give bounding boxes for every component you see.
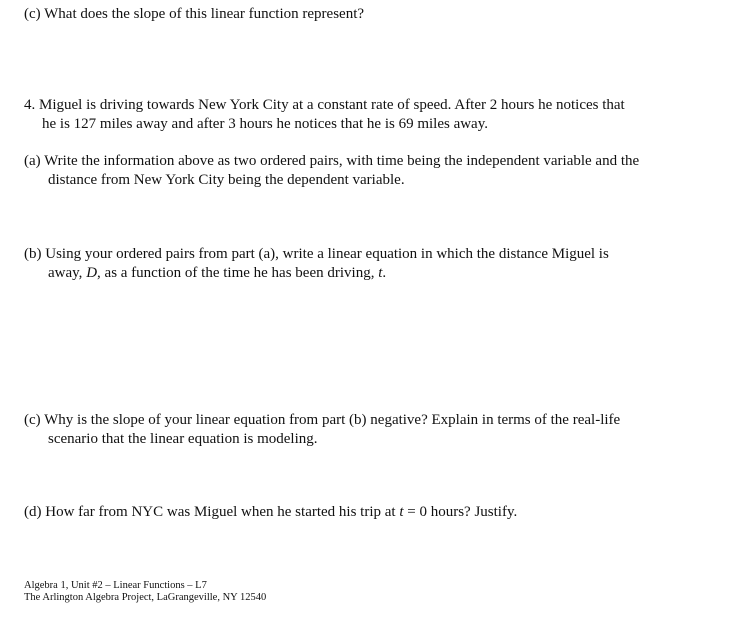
question-4c [24, 411, 620, 449]
footer [24, 580, 266, 604]
question-4b-line-2 [24, 264, 609, 283]
question-4b [24, 245, 609, 283]
question-4b-line-2-start: away, [48, 265, 87, 281]
question-4b-line-2-middle: , as a function of the time he has been driving, [97, 265, 379, 281]
question-3c-text: (c) What does the slope of this linear function represent? [24, 6, 365, 22]
question-4b-line-2-end: . [382, 265, 387, 281]
question-4 [24, 96, 625, 134]
variable-d: D [86, 265, 98, 281]
variable-t: t [399, 504, 404, 520]
question-4c-line-2: scenario that the linear equation is modeling. [48, 431, 318, 447]
footer-project: The Arlington Algebra Project, LaGrangeville, NY 12540 [24, 592, 267, 603]
question-4d [24, 503, 517, 522]
question-4d-end: = 0 hours? Justify. [403, 504, 518, 520]
footer-course: Algebra 1, Unit #2 – Linear Functions – L7 [24, 580, 207, 591]
question-4-line-2: he is 127 miles away and after 3 hours he notices that he is 69 miles away. [42, 116, 488, 132]
question-4a [24, 152, 639, 190]
question-4d-start: (d) How far from NYC was Miguel when he started his trip at [24, 504, 400, 520]
variable-t: t [378, 265, 383, 281]
question-3c [24, 5, 364, 24]
question-4-line-1: 4. Miguel is driving towards New York City at a constant rate of speed. After 2 hours he notices that [24, 97, 625, 113]
question-4b-line-1: (b) Using your ordered pairs from part (a), write a linear equation in which the distance Miguel is [24, 246, 609, 262]
question-4a-line-1: (a) Write the information above as two ordered pairs, with time being the independent variable and the [24, 153, 640, 169]
question-4a-line-2: distance from New York City being the dependent variable. [48, 172, 405, 188]
question-4c-line-1: (c) Why is the slope of your linear equation from part (b) negative? Explain in terms of the real-life [24, 412, 621, 428]
